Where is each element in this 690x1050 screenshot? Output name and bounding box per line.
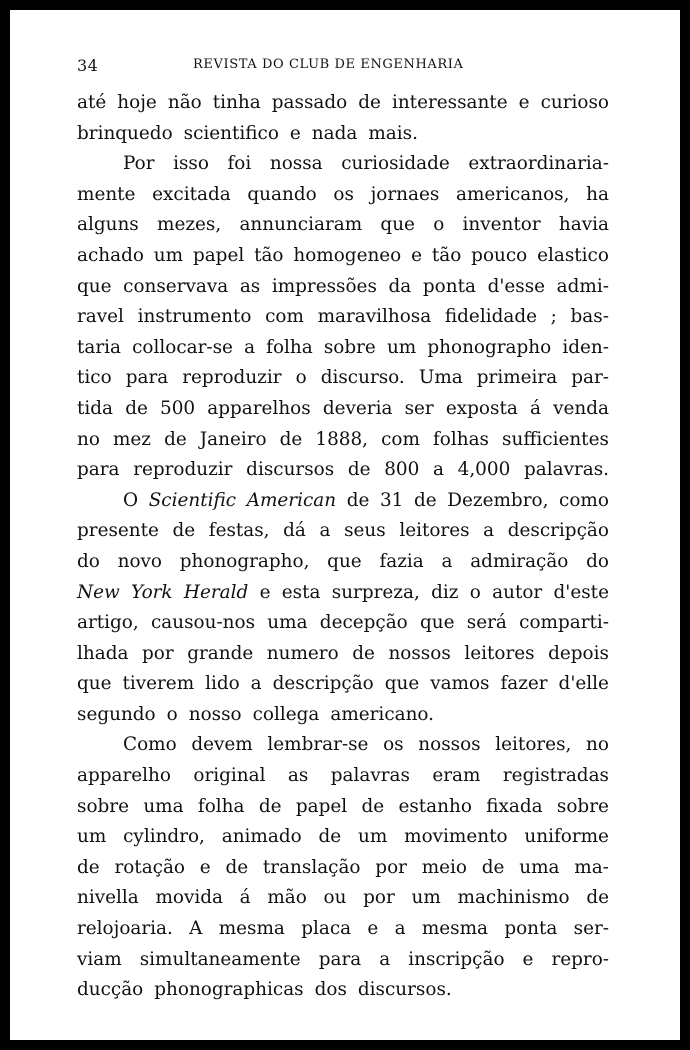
text-line bbox=[77, 822, 609, 853]
word: de bbox=[347, 459, 371, 481]
word: ou bbox=[323, 887, 347, 909]
word: leitores bbox=[464, 642, 535, 664]
word: nossos bbox=[388, 642, 451, 664]
word: mezes, bbox=[157, 214, 222, 236]
word: de bbox=[358, 92, 381, 113]
word: inventor bbox=[462, 214, 541, 236]
word: surpreza, bbox=[331, 581, 420, 603]
word: não bbox=[167, 92, 202, 113]
word: para bbox=[125, 367, 169, 389]
text-line bbox=[77, 700, 609, 731]
word: de bbox=[361, 795, 385, 817]
word: discursos bbox=[246, 459, 335, 481]
word: estanho bbox=[398, 795, 472, 817]
word: autor bbox=[492, 581, 543, 603]
word: dá bbox=[283, 520, 306, 542]
word: a bbox=[319, 520, 331, 542]
word: com bbox=[265, 306, 304, 328]
word: sobre bbox=[77, 795, 129, 817]
page-header bbox=[77, 56, 632, 78]
word: collega bbox=[252, 703, 320, 725]
word: ser bbox=[404, 397, 434, 419]
book-page bbox=[10, 10, 680, 1040]
word: um bbox=[358, 826, 388, 848]
word: original bbox=[193, 765, 266, 787]
word: e bbox=[289, 122, 301, 144]
word: ser- bbox=[573, 918, 609, 940]
word: fixada bbox=[486, 795, 543, 817]
word: no bbox=[77, 428, 100, 450]
word: primeira bbox=[476, 367, 558, 389]
word: tão bbox=[254, 244, 284, 266]
word: tiverem bbox=[122, 673, 195, 695]
word: translação bbox=[262, 856, 361, 878]
word: reproduzir bbox=[133, 459, 233, 481]
word: papel bbox=[295, 795, 348, 817]
word: com bbox=[381, 428, 420, 450]
word: segundo bbox=[77, 703, 156, 725]
word: as bbox=[239, 275, 261, 297]
word: depois bbox=[548, 642, 609, 664]
word: e bbox=[259, 581, 271, 603]
word: uma bbox=[519, 856, 560, 878]
word: as bbox=[287, 765, 309, 787]
text-line bbox=[77, 149, 609, 180]
word: bas- bbox=[570, 306, 609, 328]
text-line bbox=[77, 975, 609, 1006]
word: apparelho bbox=[77, 765, 171, 787]
word: que bbox=[77, 673, 112, 695]
word: que bbox=[77, 275, 112, 297]
word: inscripção bbox=[408, 948, 505, 970]
word: uma bbox=[267, 612, 308, 634]
word: machinismo bbox=[457, 887, 570, 909]
word: para bbox=[77, 459, 120, 481]
word: da bbox=[388, 275, 412, 297]
text-line bbox=[77, 302, 609, 333]
word: os bbox=[383, 734, 404, 756]
word: excitada bbox=[152, 183, 231, 205]
word: elastico bbox=[537, 244, 609, 266]
word: annunciaram bbox=[239, 214, 363, 236]
word: de bbox=[318, 826, 342, 848]
word: seus bbox=[344, 520, 386, 542]
word: ducção bbox=[77, 979, 144, 1001]
word: relojoaria. bbox=[77, 918, 173, 940]
word: lido bbox=[205, 673, 240, 695]
word: repro- bbox=[551, 948, 609, 970]
word: lembrar-se bbox=[267, 734, 369, 756]
word: viam bbox=[77, 948, 122, 970]
word: até bbox=[77, 92, 107, 113]
word: um bbox=[153, 244, 184, 266]
word: ; bbox=[550, 306, 557, 328]
word: será bbox=[466, 612, 507, 634]
word: ponta bbox=[504, 918, 558, 940]
word: americanos, bbox=[456, 183, 570, 205]
word: nosso bbox=[188, 703, 242, 725]
word: a bbox=[250, 673, 262, 695]
word: americano. bbox=[330, 703, 435, 725]
word: cylindro, bbox=[123, 826, 205, 848]
word: á bbox=[529, 397, 541, 419]
word: collocar-se bbox=[132, 336, 233, 358]
word: a bbox=[244, 336, 256, 358]
word: venda bbox=[553, 397, 609, 419]
word: foi bbox=[227, 153, 252, 175]
word: que bbox=[420, 612, 455, 634]
word: mente bbox=[77, 183, 136, 205]
word: 1888, bbox=[315, 428, 369, 450]
word: um bbox=[386, 336, 417, 358]
word: registradas bbox=[502, 765, 609, 787]
word: numero bbox=[266, 642, 339, 664]
word: a bbox=[483, 520, 495, 542]
word: maravilhosa bbox=[317, 306, 432, 328]
word: no bbox=[586, 734, 609, 756]
word: vamos bbox=[430, 673, 490, 695]
word: tinha bbox=[212, 92, 261, 113]
word: curioso bbox=[540, 92, 609, 113]
word: a bbox=[379, 948, 391, 970]
word: devem bbox=[191, 734, 253, 756]
text-line bbox=[77, 669, 609, 700]
word: pouco bbox=[471, 244, 528, 266]
word: scientifico bbox=[183, 122, 279, 144]
text-line bbox=[77, 210, 609, 241]
word: mesma bbox=[218, 918, 285, 940]
word: nossa bbox=[269, 153, 323, 175]
running-title: REVISTA DO CLUB DE ENGENHARIA bbox=[193, 57, 464, 72]
word: 500 bbox=[160, 397, 196, 419]
word: mez bbox=[112, 428, 151, 450]
word: Uma bbox=[418, 367, 463, 389]
word: comparti- bbox=[519, 612, 609, 634]
word: mais. bbox=[368, 122, 418, 144]
word: mão bbox=[267, 887, 307, 909]
word: a bbox=[441, 550, 453, 572]
text-line bbox=[77, 853, 609, 884]
word: homogeneo bbox=[293, 244, 402, 266]
word: phonographo bbox=[427, 336, 552, 358]
word: ha bbox=[586, 183, 609, 205]
word: 31 bbox=[379, 489, 404, 511]
word: simultaneamente bbox=[139, 948, 301, 970]
word: phonographo, bbox=[179, 550, 310, 572]
word: sobre bbox=[556, 795, 609, 817]
word: fazer bbox=[500, 673, 548, 695]
word: que bbox=[380, 214, 415, 236]
word: Por bbox=[123, 153, 155, 175]
word: Herald bbox=[183, 581, 249, 603]
word: Janeiro bbox=[199, 428, 267, 450]
word: de bbox=[352, 642, 375, 664]
word: interessante bbox=[391, 92, 508, 113]
word: leitores bbox=[399, 520, 470, 542]
word: leitores, bbox=[495, 734, 572, 756]
word: mesma bbox=[421, 918, 489, 940]
word: meio bbox=[421, 856, 467, 878]
word: por bbox=[363, 887, 395, 909]
word: por bbox=[375, 856, 407, 878]
word: o bbox=[433, 214, 445, 236]
word: alguns bbox=[77, 214, 139, 236]
word: festas, bbox=[208, 520, 270, 542]
word: de bbox=[414, 489, 437, 511]
body-text bbox=[77, 88, 609, 1006]
word: causou-nos bbox=[150, 612, 256, 634]
word: admi- bbox=[556, 275, 609, 297]
word: de bbox=[225, 856, 249, 878]
word: folhas bbox=[432, 428, 489, 450]
word: e bbox=[199, 856, 211, 878]
word: isso bbox=[173, 153, 209, 175]
word: A bbox=[189, 918, 203, 940]
word: palavras bbox=[330, 765, 410, 787]
word: nada bbox=[311, 122, 358, 144]
word: de bbox=[164, 428, 187, 450]
word: papel bbox=[192, 244, 245, 266]
word: curiosidade bbox=[341, 153, 450, 175]
word: Scientific bbox=[148, 489, 237, 511]
word: uma bbox=[143, 795, 184, 817]
text-line bbox=[77, 272, 609, 303]
text-line bbox=[77, 883, 609, 914]
word: movimento bbox=[404, 826, 508, 848]
word: phonographicas bbox=[154, 979, 304, 1001]
word: New bbox=[77, 581, 120, 603]
word: placa bbox=[301, 918, 352, 940]
word: passado bbox=[271, 92, 348, 113]
text-line bbox=[77, 730, 609, 761]
word: de bbox=[125, 397, 148, 419]
word: e bbox=[522, 948, 534, 970]
text-line bbox=[77, 608, 609, 639]
word: de bbox=[586, 887, 609, 909]
word: havia bbox=[558, 214, 609, 236]
word: decepção bbox=[319, 612, 408, 634]
text-line bbox=[77, 425, 609, 456]
word: de bbox=[481, 856, 505, 878]
word: American bbox=[246, 489, 337, 511]
word: os bbox=[333, 183, 354, 205]
word: um bbox=[411, 887, 441, 909]
word: sufficientes bbox=[502, 428, 609, 450]
word: um bbox=[77, 826, 107, 848]
word: do bbox=[586, 550, 609, 572]
word: discursos. bbox=[357, 979, 452, 1001]
word: dos bbox=[314, 979, 347, 1001]
word: eram bbox=[432, 765, 481, 787]
word: grande bbox=[187, 642, 254, 664]
word: a bbox=[394, 918, 406, 940]
word: descripção bbox=[272, 673, 374, 695]
word: presente bbox=[77, 520, 159, 542]
word: o bbox=[295, 367, 307, 389]
text-line bbox=[77, 945, 609, 976]
word: Dezembro, bbox=[447, 489, 549, 511]
word: que bbox=[384, 673, 420, 695]
word: O bbox=[123, 489, 139, 511]
word: folha bbox=[197, 795, 245, 817]
word: tão bbox=[431, 244, 462, 266]
word: de bbox=[172, 520, 196, 542]
word: diz bbox=[431, 581, 459, 603]
word: admiração bbox=[470, 550, 569, 572]
word: de bbox=[279, 428, 303, 450]
word: fazia bbox=[379, 550, 424, 572]
word: 4,000 bbox=[457, 459, 511, 481]
word: tico bbox=[77, 367, 112, 389]
word: iden- bbox=[562, 336, 609, 358]
word: e bbox=[411, 244, 423, 266]
word: movida bbox=[155, 887, 223, 909]
word: brinquedo bbox=[77, 122, 173, 144]
word: conservava bbox=[123, 275, 229, 297]
word: taria bbox=[77, 336, 121, 358]
word: d'este bbox=[553, 581, 609, 603]
word: folha bbox=[266, 336, 313, 358]
word: deveria bbox=[322, 397, 393, 419]
word: por bbox=[142, 642, 174, 664]
word: instrumento bbox=[137, 306, 252, 328]
word: achado bbox=[77, 244, 144, 266]
word: de bbox=[258, 795, 282, 817]
text-line bbox=[77, 914, 609, 945]
word: discurso. bbox=[320, 367, 405, 389]
text-line bbox=[77, 363, 609, 394]
text-line bbox=[77, 333, 609, 364]
word: d'elle bbox=[558, 673, 609, 695]
text-line bbox=[77, 241, 609, 272]
word: o bbox=[166, 703, 178, 725]
word: exposta bbox=[445, 397, 518, 419]
word: apparelhos bbox=[207, 397, 311, 419]
word: descripção bbox=[507, 520, 609, 542]
word: animado bbox=[221, 826, 302, 848]
text-line bbox=[77, 394, 609, 425]
word: a bbox=[432, 459, 444, 481]
word: nivella bbox=[77, 887, 139, 909]
word: Como bbox=[123, 734, 177, 756]
word: par- bbox=[571, 367, 609, 389]
word: reproduzir bbox=[182, 367, 282, 389]
word: esta bbox=[281, 581, 321, 603]
word: d'esse bbox=[487, 275, 546, 297]
page-number: 34 bbox=[77, 56, 99, 75]
word: quando bbox=[247, 183, 317, 205]
word: á bbox=[239, 887, 251, 909]
word: artigo, bbox=[77, 612, 139, 634]
text-line bbox=[77, 180, 609, 211]
word: do bbox=[77, 550, 100, 572]
text-line bbox=[77, 639, 609, 670]
word: sobre bbox=[323, 336, 376, 358]
word: 800 bbox=[384, 459, 420, 481]
word: York bbox=[131, 581, 173, 603]
text-line bbox=[77, 88, 609, 119]
word: o bbox=[469, 581, 481, 603]
word: de bbox=[77, 856, 100, 878]
word: novo bbox=[117, 550, 162, 572]
text-line bbox=[77, 455, 609, 486]
word: ravel bbox=[77, 306, 124, 328]
word: uniforme bbox=[524, 826, 609, 848]
word: hoje bbox=[117, 92, 157, 113]
word: lhada bbox=[77, 642, 129, 664]
word: ma- bbox=[574, 856, 609, 878]
word: rotação bbox=[114, 856, 185, 878]
word: e bbox=[518, 92, 530, 113]
text-line bbox=[77, 792, 609, 823]
text-line bbox=[77, 119, 609, 150]
text-line bbox=[77, 761, 609, 792]
word: ponta bbox=[422, 275, 476, 297]
word: e bbox=[367, 918, 379, 940]
word: como bbox=[559, 489, 609, 511]
text-line bbox=[77, 516, 609, 547]
word: jornaes bbox=[370, 183, 440, 205]
word: extraordinaria- bbox=[468, 153, 609, 175]
word: de bbox=[346, 489, 370, 511]
text-line bbox=[77, 547, 609, 578]
word: para bbox=[318, 948, 362, 970]
text-line bbox=[77, 578, 609, 609]
word: fidelidade bbox=[444, 306, 537, 328]
word: que bbox=[327, 550, 362, 572]
word: nossos bbox=[418, 734, 481, 756]
word: tida bbox=[77, 397, 114, 419]
text-line bbox=[77, 486, 609, 517]
word: impressões bbox=[271, 275, 377, 297]
word: palavras. bbox=[523, 459, 609, 481]
